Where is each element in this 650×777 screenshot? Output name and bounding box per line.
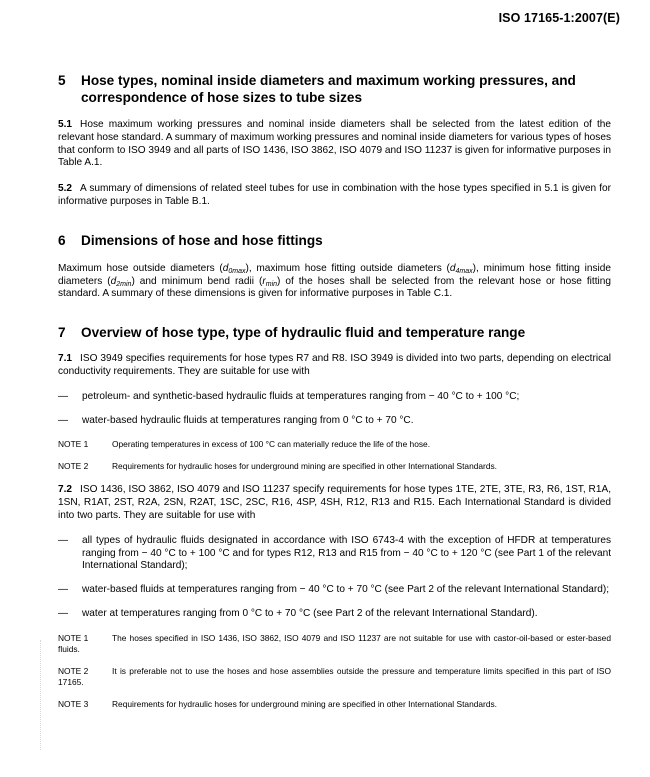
note bbox=[58, 666, 611, 688]
dash-marker: — bbox=[58, 414, 69, 426]
list-item bbox=[58, 535, 611, 573]
symbol-subscript: 2min bbox=[116, 280, 132, 288]
text-fragment: ), minimum hose fitting inside diameters ( bbox=[58, 262, 611, 287]
symbol-d2min bbox=[111, 276, 132, 287]
clause-text: ISO 3949 specifies requirements for hose types R7 and R8. ISO 3949 is divided into two parts, depending on electrical conductivity requirements. They are suitable for use with bbox=[58, 353, 611, 377]
dash-marker: — bbox=[58, 534, 69, 546]
document-body bbox=[58, 72, 611, 710]
section-number: 7 bbox=[58, 325, 66, 341]
clause-text: ISO 1436, ISO 3862, ISO 4079 and ISO 11237 specify requirements for hose types 1TE, 2TE, 3TE, R3, R6, 1ST, R1A, 1SN, R1AT, 2ST, R2A, 2SN, R2AT, 1SC, 2SC, R16, 4SP, 4SH, R12, R13 and R15. Each International Standard is divided into two parts. They are suitable for use with bbox=[58, 484, 611, 521]
document-id-header: ISO 17165-1:2007(E) bbox=[498, 11, 620, 25]
clause-number: 7.1 bbox=[58, 353, 73, 365]
clause-5-1 bbox=[58, 119, 611, 170]
note bbox=[58, 699, 611, 710]
symbol-rmin bbox=[262, 276, 277, 287]
section-number: 5 bbox=[58, 73, 66, 88]
list-item bbox=[58, 584, 611, 597]
list-item bbox=[58, 415, 611, 428]
note bbox=[58, 461, 611, 472]
text-fragment: Maximum hose outside diameters ( bbox=[58, 262, 223, 274]
note-label: NOTE 1 bbox=[58, 632, 89, 643]
margin-watermark bbox=[40, 640, 45, 750]
text-fragment: ) of the hoses shall be selected from the relevant hose or hose fitting standard. A summary of these dimensions is given for informative purposes in Table C.1. bbox=[58, 275, 611, 300]
symbol-subscript: min bbox=[265, 280, 278, 288]
note-text: Operating temperatures in excess of 100 °C can materially reduce the life of the hose. bbox=[112, 439, 431, 450]
dash-marker: — bbox=[58, 607, 69, 619]
clause-7-1 bbox=[58, 353, 611, 379]
dash-marker: — bbox=[58, 584, 69, 596]
clause-7-2 bbox=[58, 484, 611, 522]
clause-number: 7.2 bbox=[58, 484, 73, 496]
list-item bbox=[58, 391, 611, 404]
list-item bbox=[58, 608, 611, 621]
dash-marker: — bbox=[58, 390, 69, 402]
note-text: The hoses specified in ISO 1436, ISO 3862, ISO 4079 and ISO 11237 are not suitable for use with castor-oil-based or ester-based fluids. bbox=[58, 632, 611, 654]
symbol-subscript: 0max bbox=[228, 267, 246, 275]
note-text: Requirements for hydraulic hoses for underground mining are specified in other International Standards. bbox=[112, 698, 498, 709]
list-item-text: water-based fluids at temperatures ranging from − 40 °C to + 70 °C (see Part 2 of the relevant International Standard); bbox=[82, 584, 610, 596]
list-item-text: water at temperatures ranging from 0 °C to + 70 °C (see Part 2 of the relevant International Standard). bbox=[82, 607, 538, 619]
clause-text: Hose maximum working pressures and nominal inside diameters shall be selected from the latest edition of the relevant hose standard. A summary of maximum working pressures and nominal inside diameters for various types of hoses that conform to ISO 3949 and all parts of ISO 1436, ISO 3862, ISO 4079 and ISO 11237 is given for informative purposes in Table A.1. bbox=[58, 119, 611, 169]
symbol-d0max bbox=[223, 263, 246, 274]
note-text: Requirements for hydraulic hoses for underground mining are specified in other International Standards. bbox=[112, 461, 498, 472]
clause-number: 5.2 bbox=[58, 183, 73, 195]
symbol-letter: r bbox=[262, 275, 266, 287]
symbol-subscript: 4max bbox=[455, 267, 473, 275]
clause-number: 5.1 bbox=[58, 119, 73, 130]
section-title: Dimensions of hose and hose fittings bbox=[81, 232, 323, 248]
list-item-text: petroleum- and synthetic-based hydraulic fluids at temperatures ranging from − 40 °C to + 100 °C; bbox=[82, 390, 520, 402]
note bbox=[58, 439, 611, 450]
section-7-heading bbox=[58, 324, 611, 341]
note-text: It is preferable not to use the hoses and hose assemblies outside the pressure and temperature limits specified in this part of ISO 17165. bbox=[58, 665, 611, 687]
list-item-text: water-based hydraulic fluids at temperatures ranging from 0 °C to + 70 °C. bbox=[82, 414, 414, 426]
symbol-d4max bbox=[450, 263, 473, 274]
section-5-heading bbox=[58, 72, 611, 106]
section-6-paragraph bbox=[58, 263, 611, 301]
text-fragment: ) and minimum bend radii ( bbox=[131, 275, 263, 287]
list-item-text: all types of hydraulic fluids designated in accordance with ISO 6743-4 with the exception of HFDR at temperatures ranging from − 40 °C to + 100 °C and for types R12, R13 and R15 from − 40 °C to + 120 °C (see Part 1 of the relevant International Standard); bbox=[82, 534, 611, 572]
section-title: Hose types, nominal inside diameters and maximum working pressures, and correspondence of hose sizes to tube sizes bbox=[81, 73, 576, 105]
note-label: NOTE 2 bbox=[58, 665, 89, 676]
section-title: Overview of hose type, type of hydraulic fluid and temperature range bbox=[81, 325, 526, 341]
clause-text: A summary of dimensions of related steel tubes for use in combination with the hose types specified in 5.1 is given for informative purposes in Table B.1. bbox=[58, 183, 611, 207]
clause-5-2 bbox=[58, 183, 611, 209]
text-fragment: ), maximum hose fitting outside diameters ( bbox=[245, 262, 450, 274]
symbol-letter: d bbox=[222, 262, 229, 274]
note-label: NOTE 2 bbox=[58, 461, 89, 472]
section-6-heading bbox=[58, 232, 611, 249]
note-label: NOTE 3 bbox=[58, 698, 89, 709]
note bbox=[58, 633, 611, 655]
section-number: 6 bbox=[58, 232, 66, 248]
symbol-letter: d bbox=[449, 262, 456, 274]
symbol-letter: d bbox=[110, 275, 117, 287]
note-label: NOTE 1 bbox=[58, 439, 89, 450]
